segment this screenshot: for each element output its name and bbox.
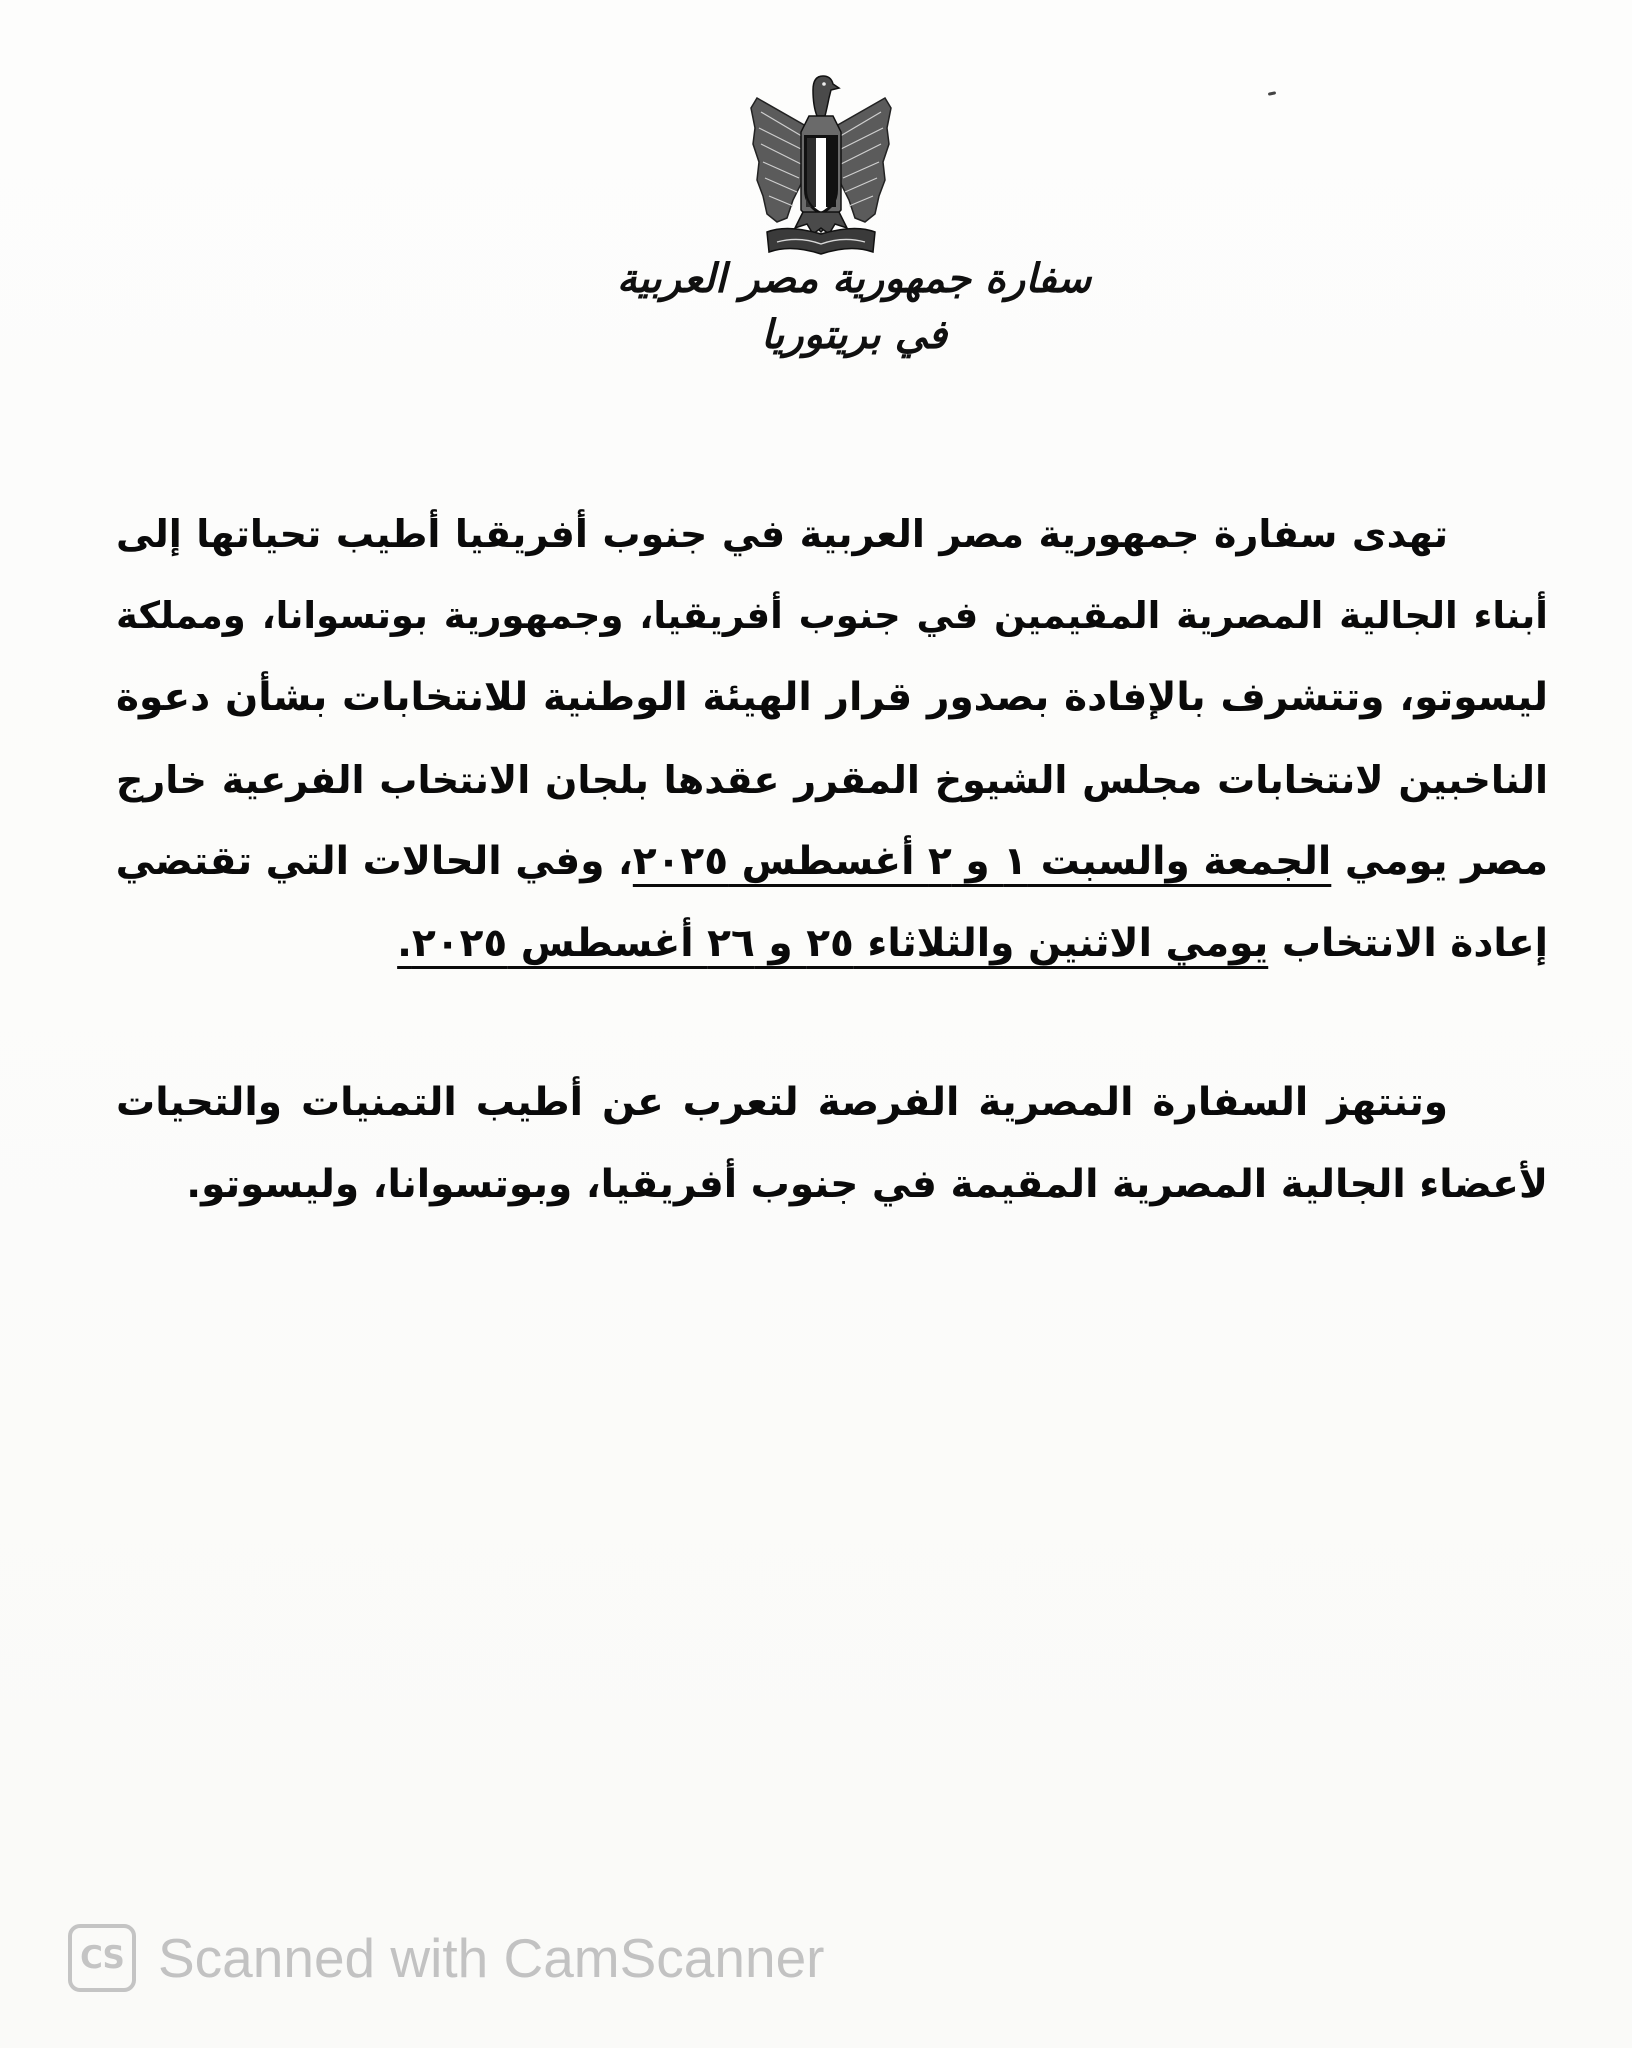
camscanner-logo-icon: CS xyxy=(68,1924,136,1992)
camscanner-watermark: Scanned with CamScanner xyxy=(158,1927,825,1989)
paragraph-line xyxy=(116,1062,1548,1144)
paragraph-line: لأعضاء الجالية المصرية المقيمة في جنوب أفريقيا، وبوتسوانا، وليسوتو. xyxy=(186,1162,1548,1207)
closing-paragraph xyxy=(116,1062,1548,1226)
embassy-location: في بريتوريا xyxy=(760,312,948,358)
rerun-dates-underlined: يومي الاثنين والثلاثاء ٢٥ و ٢٦ أغسطس ٢٠٢٥. xyxy=(397,921,1269,966)
paragraph-line: أبناء الجالية المصرية المقيمين في جنوب أفريقيا، وجمهورية بوتسوانا، ومملكة xyxy=(116,594,1548,637)
line-text: إعادة الانتخاب xyxy=(1281,921,1548,966)
election-dates-underlined: الجمعة والسبت ١ و ٢ أغسطس ٢٠٢٥ xyxy=(632,839,1332,884)
line-text: مصر يومي xyxy=(1344,839,1548,884)
eagle-of-saladin-emblem-icon xyxy=(747,72,895,260)
line-text: ، وفي الحالات التي تقتضي xyxy=(115,839,633,884)
embassy-title: سفارة جمهورية مصر العربية xyxy=(616,256,1092,302)
paragraph-line xyxy=(116,493,1548,575)
scan-speck xyxy=(1268,91,1276,96)
line-text: تهدى سفارة جمهورية مصر العربية في جنوب أفريقيا أطيب تحياتها إلى xyxy=(116,512,1448,556)
paragraph-line xyxy=(116,903,1548,985)
paragraph-line: الناخبين لانتخابات مجلس الشيوخ المقرر عقدها بلجان الانتخاب الفرعية خارج xyxy=(116,758,1548,802)
announcement-paragraph xyxy=(116,493,1548,985)
paragraph-line xyxy=(116,821,1548,903)
paragraph-line: ليسوتو، وتتشرف بالإفادة بصدور قرار الهيئة الوطنية للانتخابات بشأن دعوة xyxy=(116,675,1548,720)
line-text: وتنتهز السفارة المصرية الفرصة لتعرب عن أطيب التمنيات والتحيات xyxy=(116,1080,1448,1125)
